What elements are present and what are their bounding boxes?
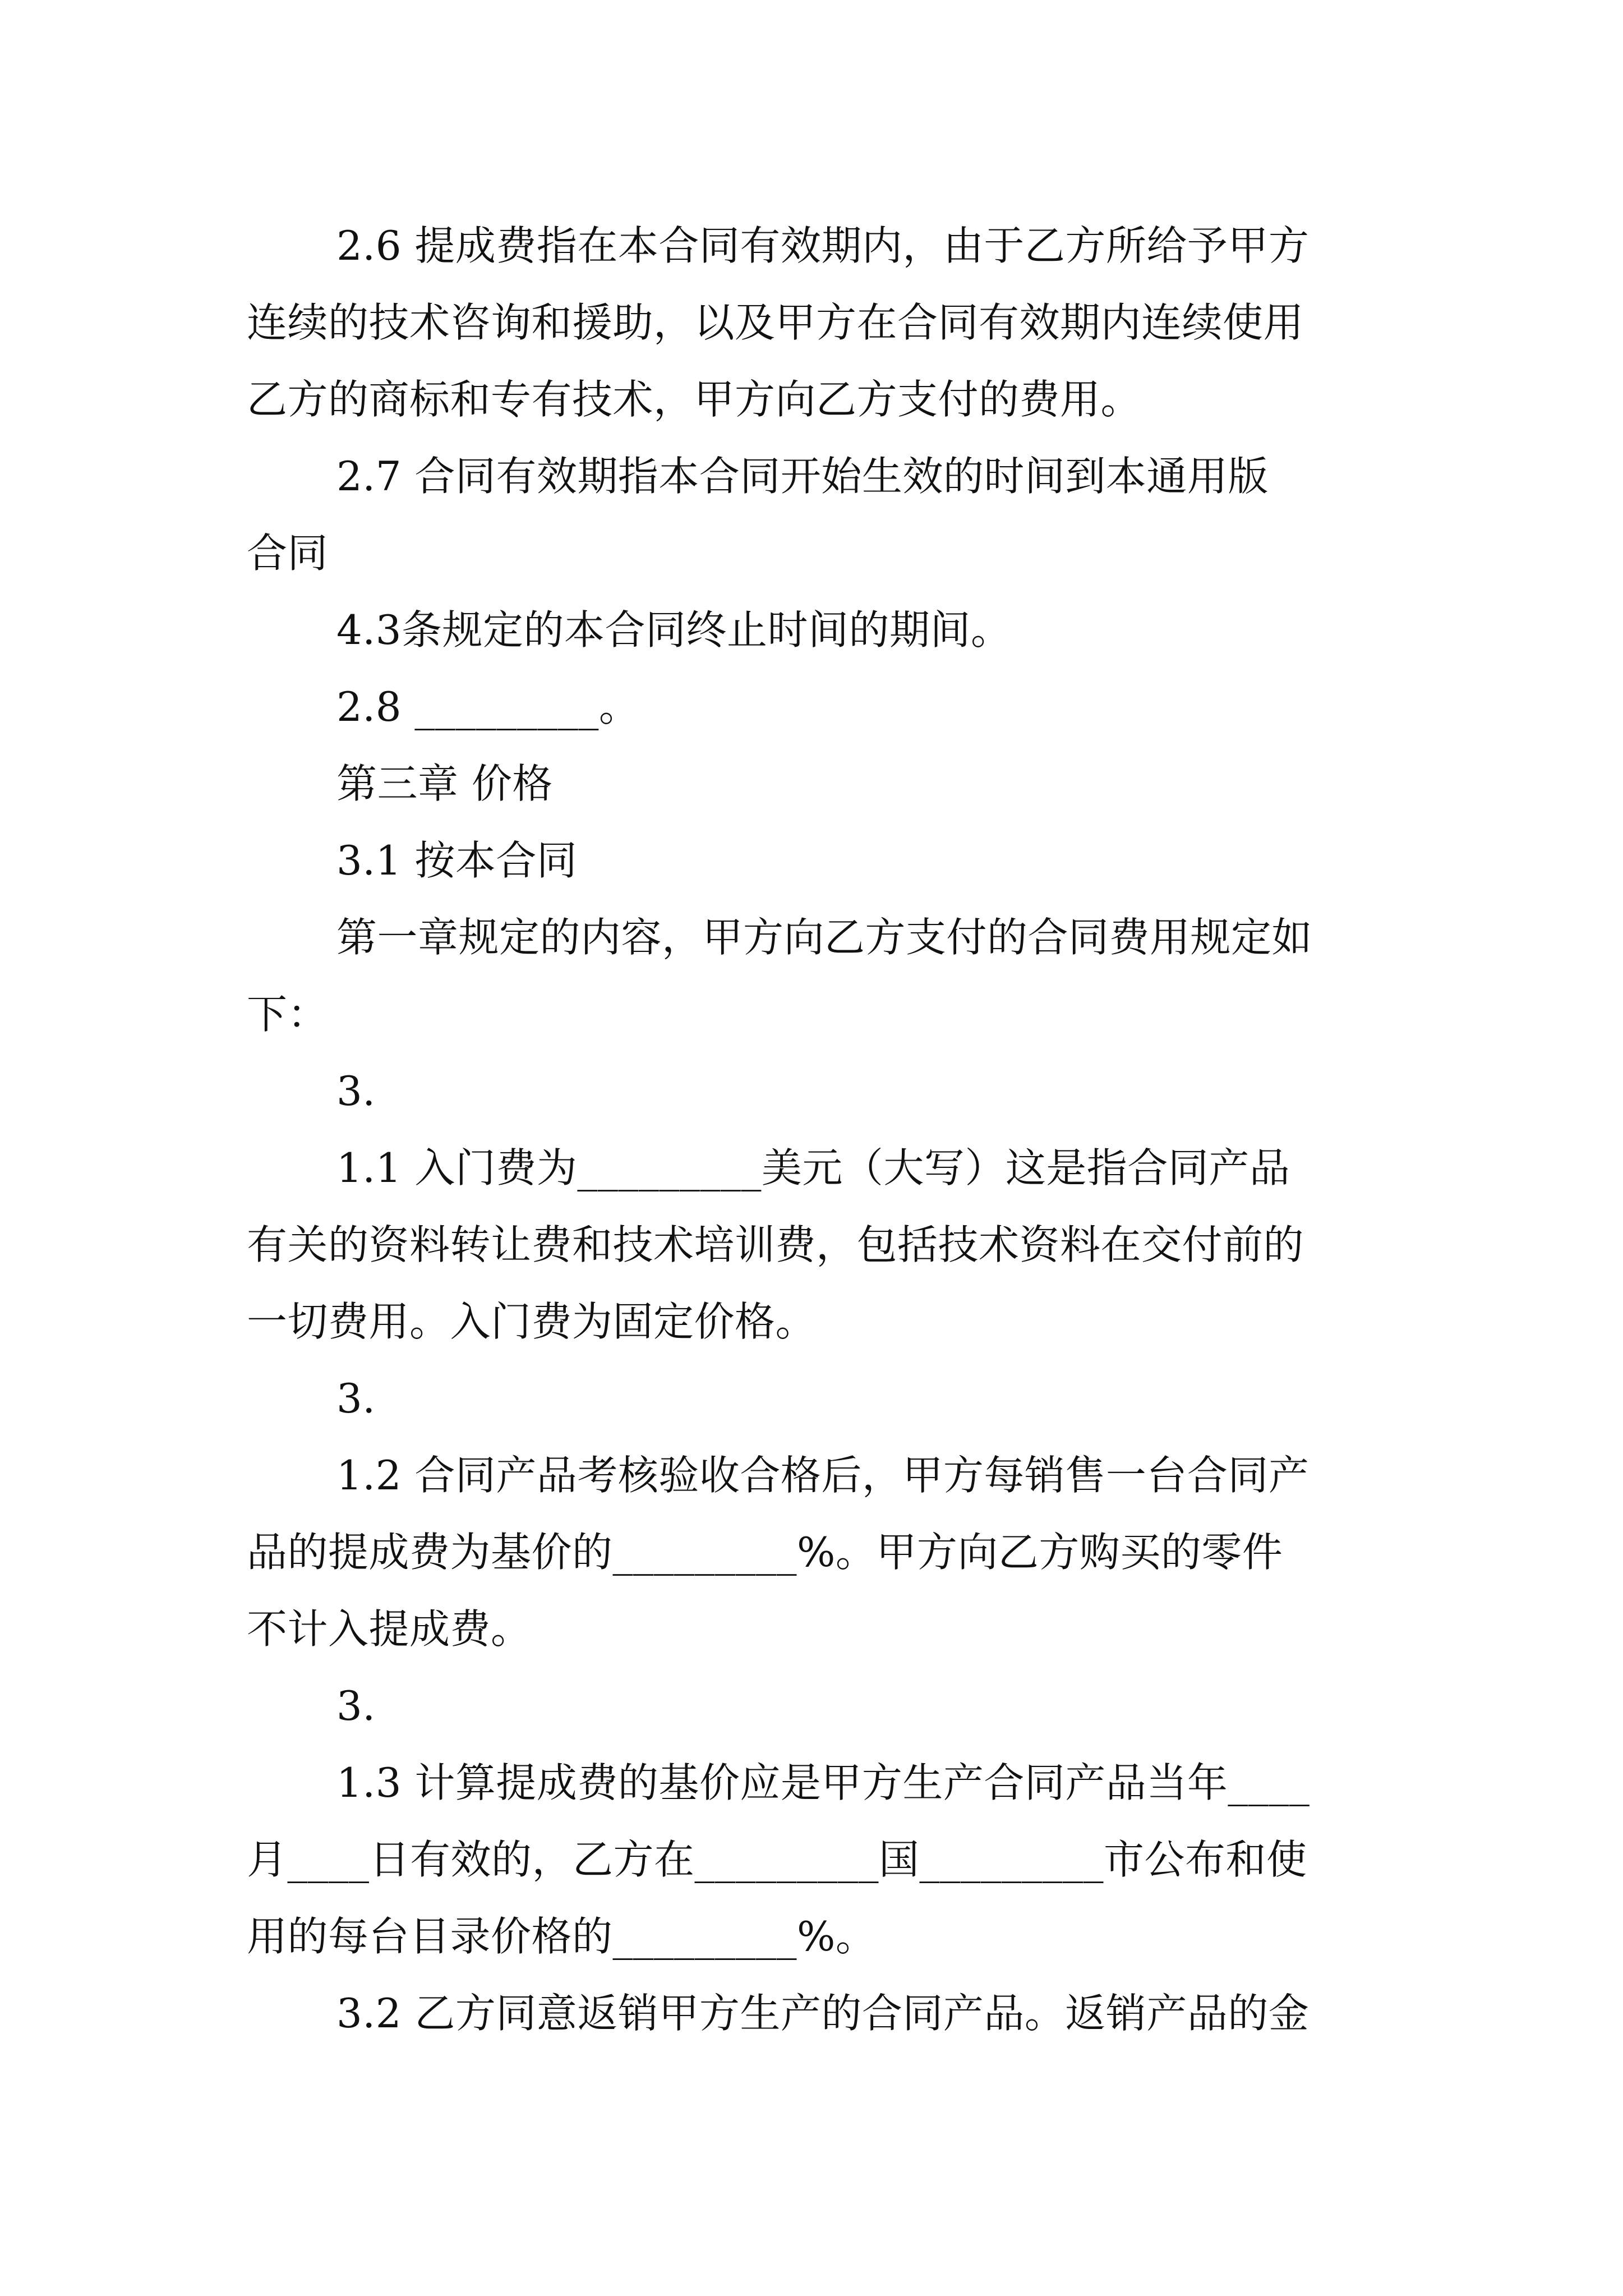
paragraph-line: 第一章规定的内容，甲方向乙方支付的合同费用规定如 [336,914,1313,961]
paragraph-line: 品的提成费为基价的_________%。甲方向乙方购买的零件 [247,1529,1283,1576]
paragraph-line: 连续的技术咨询和援助，以及甲方在合同有效期内连续使用 [247,299,1304,346]
paragraph-line: 2.7 合同有效期指本合同开始生效的时间到本通用版 [336,453,1269,500]
paragraph-line: 月____日有效的，乙方在_________国_________市公布和使 [247,1836,1307,1883]
paragraph-line: 1.2 合同产品考核验收合格后，甲方每销售一台合同产 [336,1452,1310,1499]
section-number: 3. [336,1068,376,1115]
paragraph-line: 2.8 _________。 [336,683,640,730]
paragraph-line: 乙方的商标和专有技术，甲方向乙方支付的费用。 [247,376,1142,423]
paragraph-line: 3.1 按本合同 [336,837,578,884]
chapter-heading: 第三章 价格 [336,760,553,807]
paragraph-line: 1.3 计算提成费的基价应是甲方生产合同产品当年____ [336,1759,1310,1806]
paragraph-line: 4.3条规定的本合同终止时间的期间。 [336,606,1012,654]
paragraph-line: 合同 [247,530,329,577]
paragraph-line: 一切费用。入门费为固定价格。 [247,1298,817,1345]
paragraph-line: 用的每台目录价格的_________%。 [247,1913,877,1960]
paragraph-line: 2.6 提成费指在本合同有效期内，由于乙方所给予甲方 [336,222,1310,269]
paragraph-line: 1.1 入门费为_________美元（大写）这是指合同产品 [336,1144,1290,1191]
section-number: 3. [336,1682,376,1729]
paragraph-line: 下： [247,991,329,1038]
paragraph-line: 有关的资料转让费和技术培训费，包括技术资料在交付前的 [247,1221,1304,1268]
section-number: 3. [336,1375,376,1422]
paragraph-line: 不计入提成费。 [247,1605,532,1653]
document-body [247,208,1385,2052]
paragraph-line: 3.2 乙方同意返销甲方生产的合同产品。返销产品的金 [336,1990,1310,2037]
